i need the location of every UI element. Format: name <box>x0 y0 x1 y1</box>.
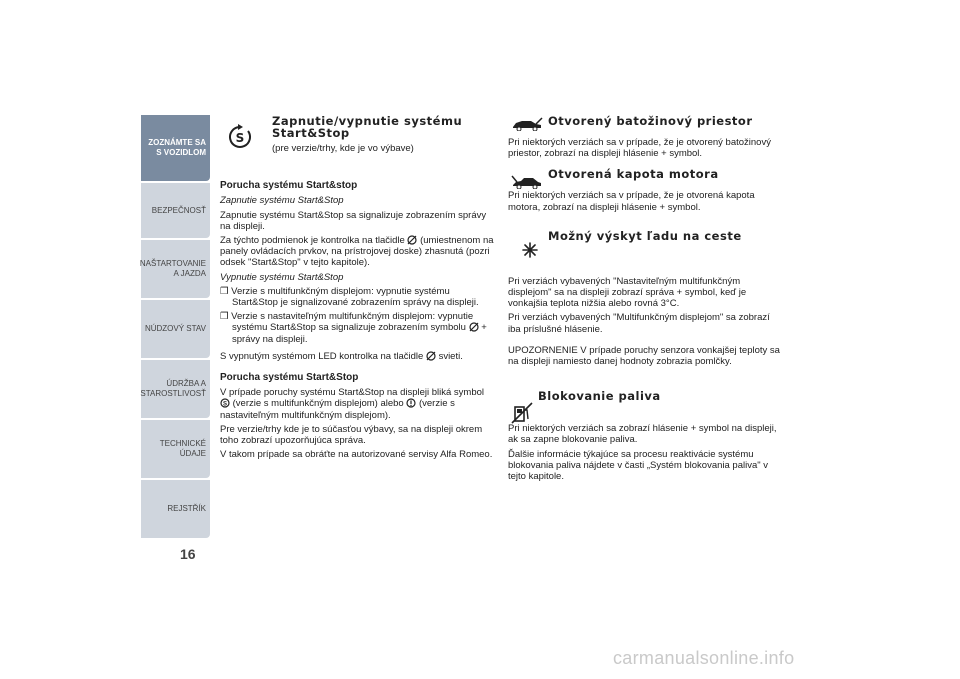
bullet-1: ❒ Verzie s multifunkčným displejom: vypnutie systému Start&Stop je signalizované zobrazením správy na displeji. <box>220 285 479 309</box>
paragraph-zapnutie: Zapnutie systému Start&Stop sa signalizuje zobrazením správy na displeji. <box>220 209 487 232</box>
paragraph-kontrolka: Za týchto podmienok je kontrolka na tlačidle (umiestnenom na panely ovládacích prvkov, na prístrojovej doske) zhasnutá (pozri odsek "Start&Stop" v tejto kapitole). <box>220 235 494 269</box>
page-number: 16 <box>180 546 196 562</box>
bullet-2: ❒ Verzie s nastaviteľným multifunkčným displejom: vypnutie systému Start&Stop sa signalizuje zobrazením symbolu + správy na displeji. <box>220 311 487 345</box>
start-stop-off-icon <box>469 322 479 332</box>
heading-porucha-1: Porucha systému Start&stop <box>220 180 358 192</box>
italic-vypnutie: Vypnutie systému Start&Stop <box>220 271 344 283</box>
tab-rejstrik[interactable]: REJSTŘÍK <box>141 480 210 538</box>
section-title-start-stop: Zapnutie/vypnutie systému Start&Stop <box>272 114 463 140</box>
tab-nudzovy-stav[interactable]: NÚDZOVÝ STAV <box>141 300 210 358</box>
paragraph-fuel-1: Pri niektorých verziách sa zobrazí hlásenie + symbol na displeji, ak sa zapne blokovanie paliva. <box>508 423 777 446</box>
paragraph-fuel-2: Ďalšie informácie týkajúce sa procesu reaktivácie systému blokovania paliva nájdete v časti „Systém blokovania paliva" v tejto kapitole. <box>508 448 769 483</box>
svg-text:S: S <box>235 131 245 145</box>
warning-circle-icon <box>406 398 416 408</box>
tab-nastartovanie[interactable]: NAŠTARTOVANIE A JAZDA <box>141 240 210 298</box>
paragraph-hood: Pri niektorých verziách sa v prípade, že je otvorená kapota motora, zobrazí na displeji hlásenie + symbol. <box>508 190 755 213</box>
start-stop-fault-icon <box>220 398 230 408</box>
svg-text:S: S <box>222 401 228 408</box>
paragraph-porucha: V prípade poruchy systému Start&Stop na displeji bliká symbol S (verzie s multifunkčným displejom) alebo (verzie s nastaviteľným multifunkčným displejom). <box>220 387 485 421</box>
paragraph-servis: V takom prípade sa obráťte na autorizované servisy Alfa Romeo. <box>220 449 493 461</box>
tab-udrzba[interactable]: ÚDRŽBA A STAROSTLIVOSŤ <box>141 360 210 418</box>
tab-technicke-udaje[interactable]: TECHNICKÉ ÚDAJE <box>141 420 210 478</box>
paragraph-trunk: Pri niektorých verziách sa v prípade, že je otvorený batožinový priestor, zobrazí na displeji hlásenie + symbol. <box>508 137 771 160</box>
subtitle: (pre verzie/trhy, kde je vo výbave) <box>272 143 414 154</box>
section-title-hood: Otvorená kapota motora <box>548 167 719 182</box>
tab-bezpecnost[interactable]: BEZPEČNOSŤ <box>141 183 210 238</box>
section-title-trunk: Otvorený batožinový priestor <box>548 114 753 128</box>
paragraph-ice-1: Pri verziách vybavených "Nastaviteľným multifunkčným displejom" sa na displeji zobrazí správa + symbol, keď je vonkajšia teplota nižšia alebo rovná 3°C. <box>508 275 747 310</box>
paragraph-led: S vypnutým systémom LED kontrolka na tlačidle svieti. <box>220 350 463 362</box>
paragraph-ice-2: Pri verziách vybavených "Multifunkčným displejom" sa zobrazí iba príslušné hlásenie. <box>508 312 770 335</box>
start-stop-off-icon <box>407 235 417 245</box>
section-title-ice: Možný výskyt ľadu na ceste <box>548 228 742 243</box>
left-column <box>220 115 495 460</box>
start-stop-off-icon <box>426 351 436 361</box>
paragraph-upozornenie: Pre verzie/trhy kde je to súčasťou výbavy, sa na displeji okrem toho zobrazí upozorňujúca správa. <box>220 423 483 447</box>
watermark: carmanualsonline.info <box>613 648 795 668</box>
tab-zoznamte-sa[interactable]: ZOZNÁMTE SA S VOZIDLOM <box>141 115 210 181</box>
section-title-fuel: Blokovanie paliva <box>538 389 661 404</box>
paragraph-ice-warning: UPOZORNENIE V prípade poruchy senzora vonkajšej teploty sa na displeji namiesto danej hodnoty zobrazia pomlčky. <box>508 344 780 368</box>
heading-porucha-2: Porucha systému Start&Stop <box>220 372 359 384</box>
italic-zapnutie: Zapnutie systému Start&Stop <box>220 195 344 207</box>
right-column <box>508 115 783 482</box>
